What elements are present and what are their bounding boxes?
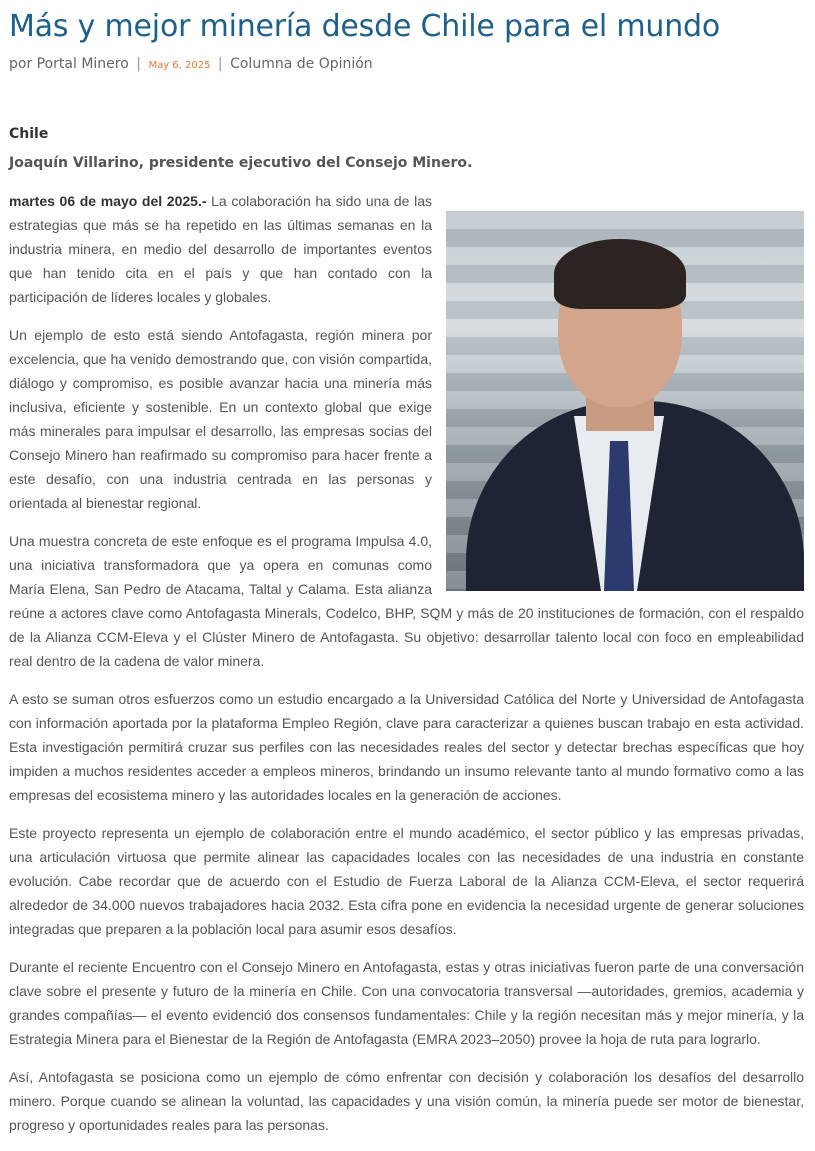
category-link[interactable]: Columna de Opinión <box>230 56 373 72</box>
paragraph-text: La colaboración ha sido una de las estrategias que más se ha repetido en las últimas semanas en la industria minera, en medio del desarrollo de importantes eventos que han tenido cita en el país y que han contado con la participación de líderes locales y globales. <box>9 193 432 305</box>
publish-date: May 6, 2025 <box>148 60 211 71</box>
paragraph-text: Un ejemplo de esto está siendo Antofagasta, región minera por excelencia, que ha venido demostrando que, con visión compartida, diálogo y compromiso, es posible avanzar hacia una minería más inclusiva, eficiente y sostenible. En un contexto global que exige más minerales para impulsar el desarrollo, las empresas socias del Consejo Minero han reafirmado su compromiso para hacer frente a este desafío, con una industria centrada en las personas y orientada al bienestar regional. <box>9 327 432 511</box>
country-label: Chile <box>9 126 49 142</box>
paragraph <box>9 687 804 807</box>
hair-shape <box>554 239 686 309</box>
meta-separator: | <box>136 56 141 72</box>
paragraph-text: Una muestra concreta de este enfoque es el programa Impulsa 4.0, una iniciativa transformadora que ya opera en comunas como María Elena, San Pedro de Atacama, Taltal y Calama. Esta alianza reúne a actores clave como Antofagasta Minerals, Codelco, BHP, SQM y más de 20 instituciones de formación, con el respaldo de la Alianza CCM-Eleva y el Clúster Minero de Antofagasta. Su objetivo: desarrollar talento local con foco en empleabilidad real dentro de la cadena de valor minera. <box>9 533 804 669</box>
paragraph <box>9 1065 804 1137</box>
paragraph-text: A esto se suman otros esfuerzos como un estudio encargado a la Universidad Católica del Norte y Universidad de Antofagasta con información aportada por la plataforma Empleo Región, clave para caracterizar a quienes buscan trabajo en esta actividad. Esta investigación permitirá cruzar sus perfiles con las necesidades reales del sector y detectar brechas específicas que hoy impiden a muchos residentes acceder a empleos mineros, brindando un insumo relevante tanto al mundo formativo como a las empresas del ecosistema minero y las autoridades locales en la generación de acciones. <box>9 691 804 803</box>
meta-separator: | <box>217 56 223 72</box>
paragraph-text: Así, Antofagasta se posiciona como un ejemplo de cómo enfrentar con decisión y colaboración los desafíos del desarrollo minero. Porque cuando se alinean la voluntad, las capacidades y una visión común, la minería puede ser motor de bienestar, progreso y oportunidades reales para las personas. <box>9 1069 804 1133</box>
paragraph-text: Este proyecto representa un ejemplo de colaboración entre el mundo académico, el sector público y las empresas privadas, una articulación virtuosa que permite alinear las capacidades locales con las necesidades de una industria en constante evolución. Cabe recordar que de acuerdo con el Estudio de Fuerza Laboral de la Alianza CCM-Eleva, el sector requerirá alrededor de 34.000 nuevos trabajadores hacia 2032. Esta cifra pone en evidencia la necesidad urgente de generar soluciones integradas que preparen a la población local para asumir esos desafíos. <box>9 825 804 937</box>
paragraph-text: Durante el reciente Encuentro con el Consejo Minero en Antofagasta, estas y otras iniciativas fueron parte de una conversación clave sobre el presente y futuro de la minería en Chile. Con una convocatoria transversal —autoridades, gremios, academia y grandes compañías— el evento evidenció dos consensos fundamentales: Chile y la región necesitan más y mejor minería, y la Estrategia Minera para el Bienestar de la Región de Antofagasta (EMRA 2023–2050) provee la hoja de ruta para lograrlo. <box>9 959 804 1047</box>
dateline: martes 06 de mayo del 2025.- <box>9 193 207 209</box>
portrait-photo <box>446 211 804 591</box>
paragraph <box>9 955 804 1051</box>
article-title: Más y mejor minería desde Chile para el mundo <box>9 9 721 44</box>
article-meta <box>9 55 373 75</box>
author-line: Joaquín Villarino, presidente ejecutivo del Consejo Minero. <box>9 155 473 171</box>
paragraph <box>9 821 804 941</box>
author-link[interactable]: por Portal Minero <box>9 56 129 72</box>
article-body <box>9 189 804 1151</box>
